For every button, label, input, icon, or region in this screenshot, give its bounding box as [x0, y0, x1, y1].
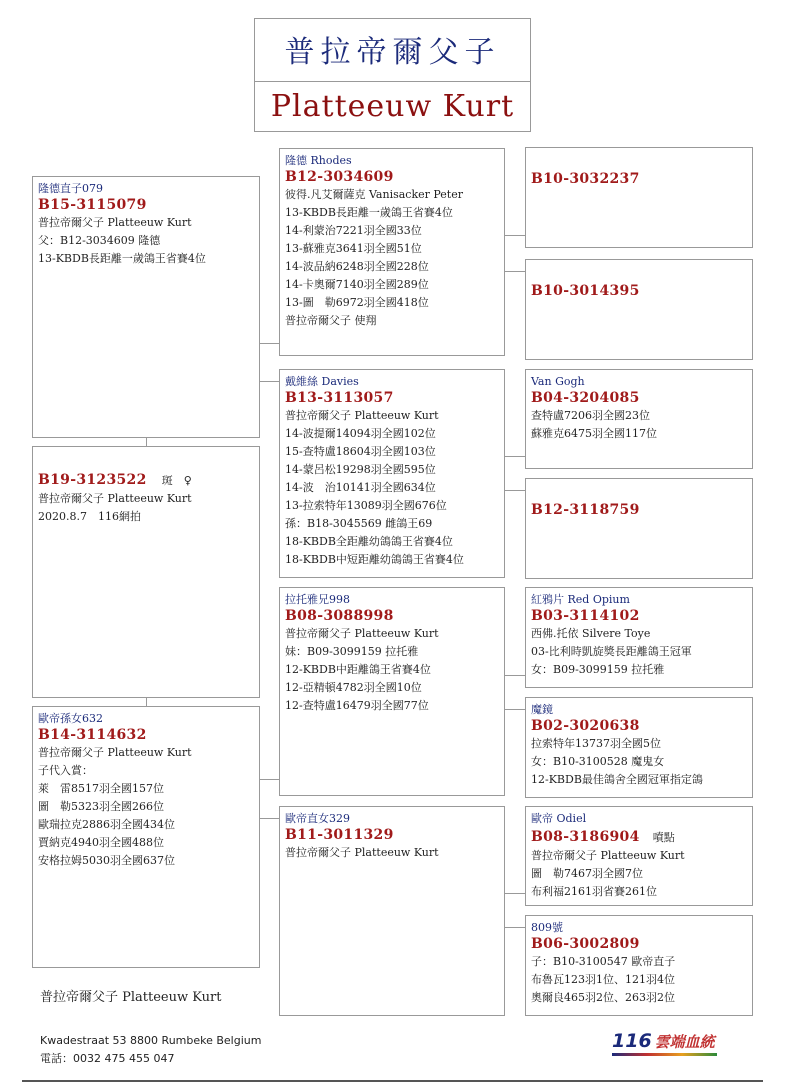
sire-dam-line: 13-拉索特年13089羽全國676位 [285, 499, 447, 512]
ds-sire-line: 西佛.托依 Silvere Toye [531, 627, 651, 640]
logo-number: 116 [612, 1030, 652, 1052]
sire-sire-line: 14-波品納6248羽全國228位 [285, 260, 429, 273]
dam-sire-line: 12-亞精頓4782羽全國10位 [285, 681, 422, 694]
contact-block [40, 1032, 261, 1068]
sd-sire-box[interactable] [525, 369, 753, 469]
dd-sire-line: 普拉帝爾父子 Platteeuw Kurt [531, 849, 685, 862]
dam-line: 普拉帝爾父子 Platteeuw Kurt [38, 746, 192, 759]
sd-dam-box[interactable] [525, 478, 753, 579]
dd-sire-line: 圖 勒7467羽全國7位 [531, 867, 643, 880]
dam-dam-line: 普拉帝爾父子 Platteeuw Kurt [285, 846, 439, 859]
connector [505, 490, 525, 491]
sd-sire-ring: B04-3204085 [531, 390, 640, 406]
dd-sire-color: 噴點 [652, 831, 675, 844]
connector [505, 271, 525, 272]
sd-sire-line: 查特盧7206羽全國23位 [531, 409, 650, 422]
subject-ring: B19-3123522 [38, 472, 147, 488]
dam-sire-box[interactable] [279, 587, 505, 796]
ds-sire-line: 03-比利時凱旋獎長距離鴿王冠軍 [531, 645, 692, 658]
dam-line: 圖 勒5323羽全國266位 [38, 800, 164, 813]
connector [260, 818, 279, 819]
ds-dam-line: 女：B10-3100528 魔鬼女 [531, 755, 665, 768]
sire-box[interactable] [32, 176, 260, 438]
dam-ring: B14-3114632 [38, 727, 147, 743]
ds-dam-line: 拉索特年13737羽全國5位 [531, 737, 661, 750]
dd-dam-line: 布魯瓦123羽1位、121羽4位 [531, 973, 675, 986]
sd-sire-name: Van Gogh [531, 375, 585, 388]
loft-name-chinese: 普拉帝爾父子 [284, 35, 501, 70]
sire-dam-line: 14-波 治10141羽全國634位 [285, 481, 436, 494]
dd-sire-box[interactable] [525, 806, 753, 906]
dam-name: 歐帝孫女632 [38, 712, 103, 725]
dd-dam-box[interactable] [525, 915, 753, 1016]
sire-dam-line: 14-蒙呂松19298羽全國595位 [285, 463, 436, 476]
sire-line: 普拉帝爾父子 Platteeuw Kurt [38, 216, 192, 229]
dd-dam-ring: B06-3002809 [531, 936, 640, 952]
sire-sire-line: 普拉帝爾父子 使翔 [285, 314, 377, 327]
loft-name-english: Platteeuw Kurt [270, 89, 515, 124]
dd-dam-name: 809號 [531, 921, 563, 934]
dam-box[interactable] [32, 706, 260, 968]
ds-dam-box[interactable] [525, 697, 753, 798]
dam-line: 賈納克4940羽全國488位 [38, 836, 164, 849]
sire-ring: B15-3115079 [38, 197, 147, 213]
connector [260, 381, 279, 382]
ds-sire-name: 紅鴉片 Red Opium [531, 593, 630, 606]
connector [505, 235, 525, 236]
sire-dam-line: 孫：B18-3045569 雌鴿王69 [285, 517, 433, 530]
sire-line: 13-KBDB長距離一歲鴿王省賽4位 [38, 252, 206, 265]
ds-sire-line: 女：B09-3099159 拉托雅 [531, 663, 665, 676]
sire-dam-name: 戴維絲 Davies [285, 375, 359, 388]
ss-dam-ring: B10-3014395 [531, 283, 640, 299]
sire-name: 隆德直子079 [38, 182, 103, 195]
subject-line: 2020.8.7 116網拍 [38, 510, 141, 523]
sire-dam-line: 14-波提爾14094羽全國102位 [285, 427, 436, 440]
sire-dam-line: 18-KBDB全距離幼鴿鴿王省賽4位 [285, 535, 453, 548]
ds-sire-ring: B03-3114102 [531, 608, 640, 624]
connector [260, 343, 279, 344]
dd-dam-line: 奧爾良465羽2位、263羽2位 [531, 991, 675, 1004]
dam-sire-name: 拉托雅兄998 [285, 593, 350, 606]
sire-sire-line: 14-卡奧爾7140羽全國289位 [285, 278, 429, 291]
sire-dam-box[interactable] [279, 369, 505, 578]
site-logo[interactable] [612, 1030, 715, 1052]
dam-sire-line: 12-查特盧16479羽全國77位 [285, 699, 429, 712]
dam-sire-line: 普拉帝爾父子 Platteeuw Kurt [285, 627, 439, 640]
sire-sire-line: 13-圖 勒6972羽全國418位 [285, 296, 429, 309]
sire-dam-line: 18-KBDB中短距離幼鴿鴿王省賽4位 [285, 553, 464, 566]
ds-dam-ring: B02-3020638 [531, 718, 640, 734]
logo-text: 雲端血統 [654, 1033, 715, 1051]
ds-dam-line: 12-KBDB最佳鴿舍全國冠軍指定鴿 [531, 773, 703, 786]
dd-sire-line: 布利福2161羽省賽261位 [531, 885, 657, 898]
dam-dam-box[interactable] [279, 806, 505, 1016]
dam-sire-line: 妹：B09-3099159 拉托雅 [285, 645, 419, 658]
ss-dam-box[interactable] [525, 259, 753, 360]
dam-line: 萊 雷8517羽全國157位 [38, 782, 164, 795]
ds-dam-name: 魔鏡 [531, 703, 553, 716]
sire-line: 父：B12-3034609 隆德 [38, 234, 161, 247]
ds-sire-box[interactable] [525, 587, 753, 688]
connector [146, 438, 147, 446]
sire-sire-ring: B12-3034609 [285, 169, 394, 185]
phone: 電話：0032 475 455 047 [40, 1052, 175, 1065]
sire-sire-line: 13-KBDB長距離一歲鴿王省賽4位 [285, 206, 453, 219]
title-divider [255, 81, 530, 82]
connector [146, 698, 147, 706]
dd-dam-line: 子：B10-3100547 歐帝直子 [531, 955, 676, 968]
dam-sire-ring: B08-3088998 [285, 608, 394, 624]
sire-dam-line: 15-查特盧18604羽全國103位 [285, 445, 436, 458]
ss-sire-box[interactable] [525, 147, 753, 248]
address: Kwadestraat 53 8800 Rumbeke Belgium [40, 1034, 262, 1047]
title-box [254, 18, 531, 132]
sire-sire-line: 14-利蒙治7221羽全國33位 [285, 224, 422, 237]
connector [505, 456, 525, 457]
dd-sire-name: 歐帝 Odiel [531, 812, 587, 825]
connector [505, 709, 525, 710]
connector [505, 927, 525, 928]
connector [260, 779, 279, 780]
connector [505, 893, 525, 894]
sire-sire-box[interactable] [279, 148, 505, 356]
logo-underline [612, 1053, 717, 1056]
dam-line: 歐瑞拉克2886羽全國434位 [38, 818, 175, 831]
subject-box[interactable] [32, 446, 260, 698]
ss-sire-ring: B10-3032237 [531, 171, 640, 187]
connector [505, 675, 525, 676]
sire-dam-line: 普拉帝爾父子 Platteeuw Kurt [285, 409, 439, 422]
owner-name: 普拉帝爾父子 Platteeuw Kurt [40, 990, 222, 1005]
bottom-divider [22, 1080, 763, 1082]
sd-sire-line: 蘇雅克6475羽全國117位 [531, 427, 657, 440]
dam-dam-name: 歐帝直女329 [285, 812, 350, 825]
sire-sire-line: 13-蘇雅克3641羽全國51位 [285, 242, 422, 255]
sire-sire-line: 彼得.凡艾爾薩克 Vanisacker Peter [285, 188, 463, 201]
sd-dam-ring: B12-3118759 [531, 502, 640, 518]
dd-sire-ring: B08-3186904 [531, 829, 640, 845]
sire-sire-name: 隆德 Rhodes [285, 154, 352, 167]
dam-sire-line: 12-KBDB中距離鴿王省賽4位 [285, 663, 431, 676]
dam-line: 安格拉姆5030羽全國637位 [38, 854, 175, 867]
dam-dam-ring: B11-3011329 [285, 827, 394, 843]
subject-line: 普拉帝爾父子 Platteeuw Kurt [38, 492, 192, 505]
dam-line: 子代入賞： [38, 764, 93, 777]
subject-sex: 斑 ♀ [161, 474, 192, 487]
sire-dam-ring: B13-3113057 [285, 390, 394, 406]
